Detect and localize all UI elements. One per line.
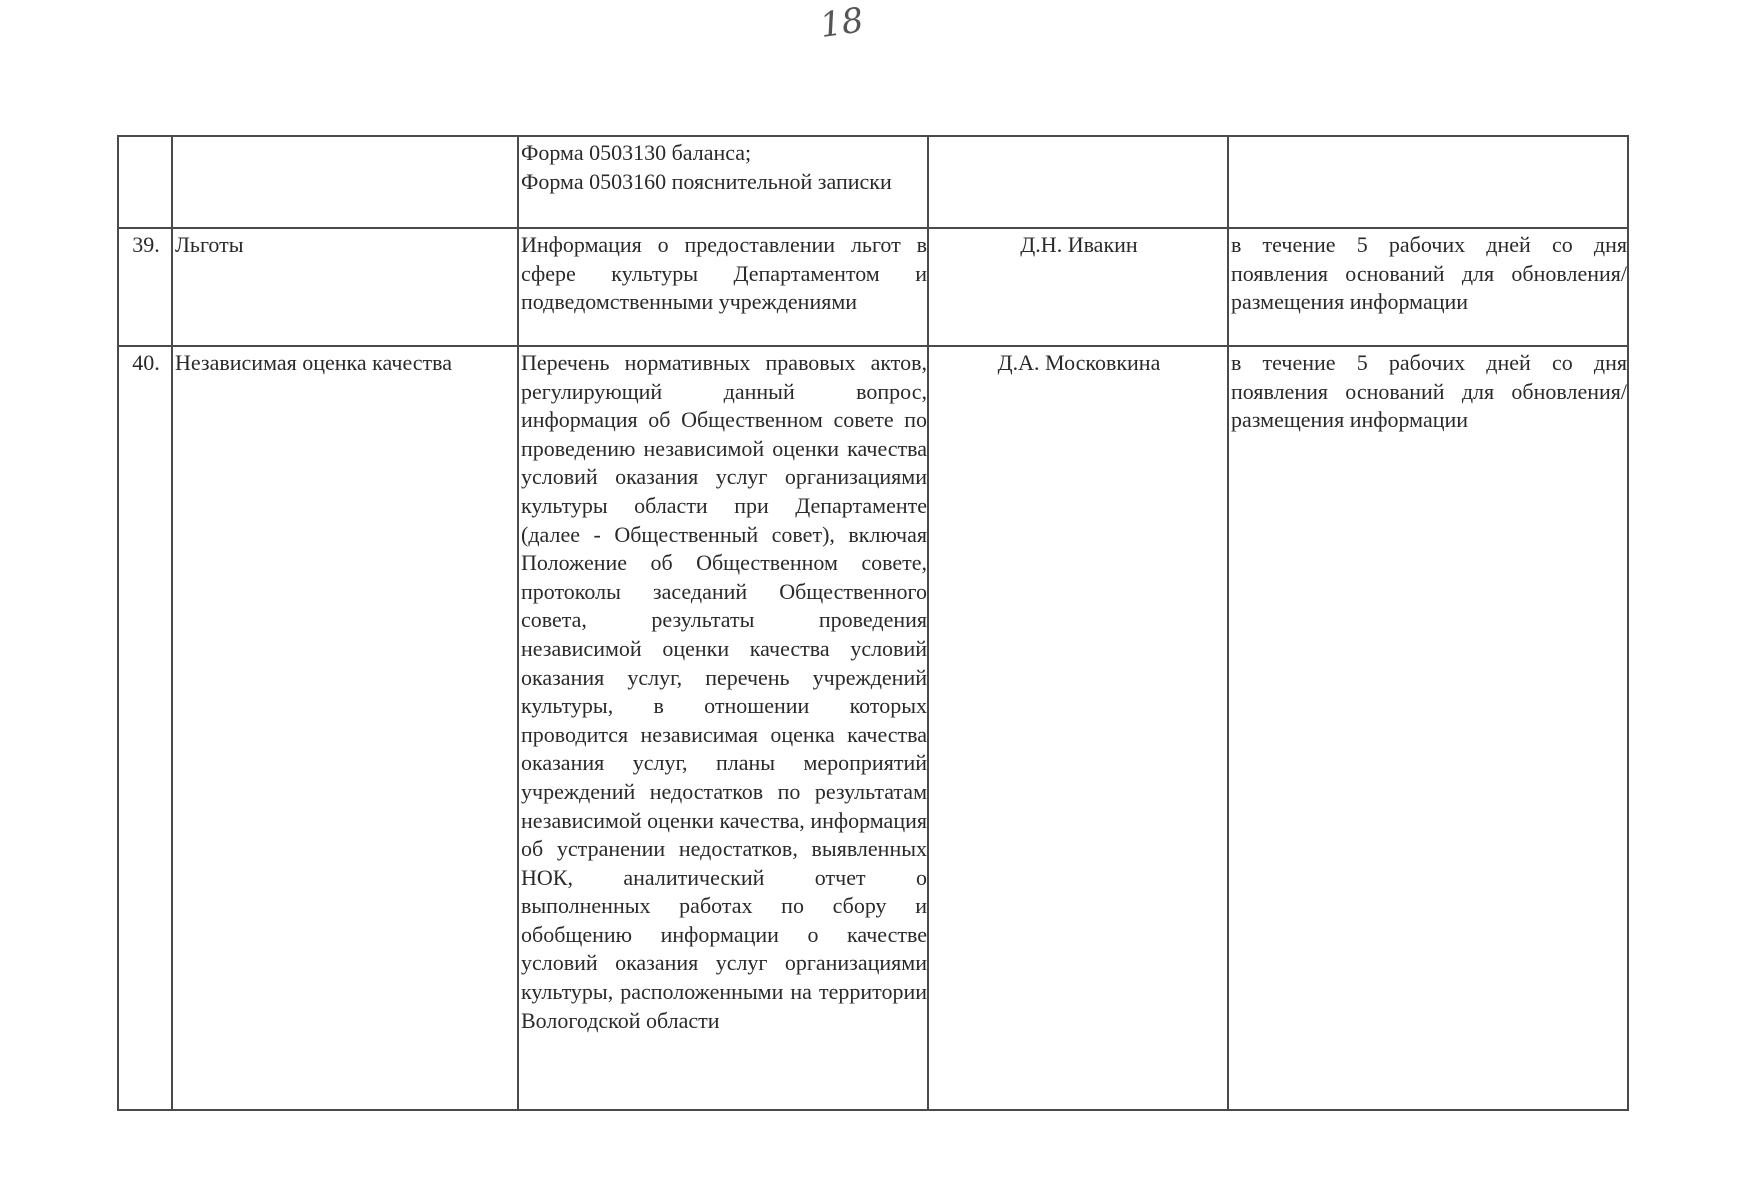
responsible-cell: Д.Н. Ивакин	[928, 228, 1228, 346]
description-cell	[518, 136, 928, 228]
table-row	[118, 346, 1628, 1110]
row-number-cell	[118, 136, 172, 228]
page-number: 18	[817, 0, 866, 46]
description-cell: Информация о предоставлении льгот в сфере культуры Департаментом и подведомственными учреждениями	[518, 228, 928, 346]
topic-cell	[172, 136, 518, 228]
description-line: Форма 0503160 пояснительной записки	[521, 168, 892, 194]
row-number-cell: 40.	[118, 346, 172, 1110]
row-number-cell: 39.	[118, 228, 172, 346]
table-row	[118, 228, 1628, 346]
term-cell: в течение 5 рабочих дней со дня появления оснований для обновления/размещения информации	[1228, 346, 1628, 1110]
table-row	[118, 136, 1628, 228]
document-table	[117, 135, 1629, 1111]
responsible-cell: Д.А. Московкина	[928, 346, 1228, 1110]
description-line: Форма 0503130 баланса;	[521, 140, 752, 165]
description-cell: Перечень нормативных правовых актов, регулирующий данный вопрос, информация об Общественном совете по проведению независимой оценки качества условий оказания услуг организациями культуры области при Департаменте (далее - Общественный совет), включая Положение об Общественном совете, протоколы заседаний Общественного совета, результаты проведения независимой оценки качества условий оказания услуг, перечень учреждений культуры, в отношении которых проводится независимая оценка качества оказания услуг, планы мероприятий учреждений недостатков по результатам независимой оценки качества, информация об устранении недостатков, выявленных НОК, аналитический отчет о выполненных работах по сбору и обобщению информации о качестве условий оказания услуг организациями культуры, расположенными на территории Вологодской области	[518, 346, 928, 1110]
term-cell	[1228, 136, 1628, 228]
topic-cell: Независимая оценка качества	[172, 346, 518, 1110]
term-cell: в течение 5 рабочих дней со дня появления оснований для обновления/размещения информации	[1228, 228, 1628, 346]
responsible-cell	[928, 136, 1228, 228]
topic-cell: Льготы	[172, 228, 518, 346]
